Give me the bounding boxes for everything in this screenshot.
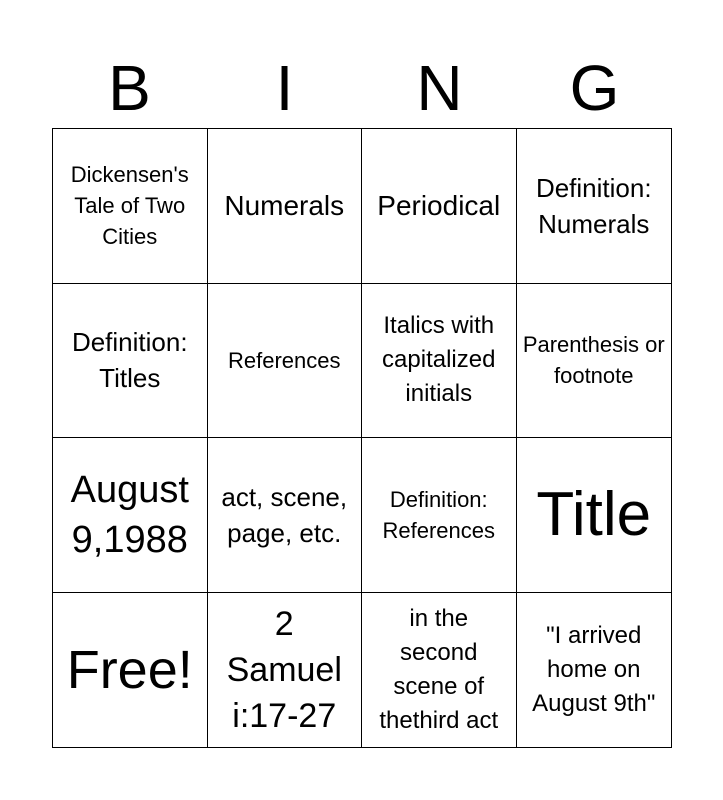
bingo-cell-4-1-free[interactable] (53, 593, 208, 748)
bingo-cell-2-4[interactable] (517, 284, 672, 439)
bingo-cell-4-2[interactable] (208, 593, 363, 748)
bingo-cell-2-1[interactable] (53, 284, 208, 439)
cell-text: References (227, 347, 341, 373)
header-letter-i: I (275, 52, 294, 124)
header-letter-g: G (569, 52, 620, 124)
bingo-cell-3-1[interactable] (53, 438, 208, 593)
cell-text: Free! (66, 639, 193, 700)
bingo-cell-3-4[interactable] (517, 438, 672, 593)
header-letter-b: B (108, 52, 151, 124)
bingo-cell-3-2[interactable] (208, 438, 363, 593)
cell-text: Definition: Numerals (535, 172, 652, 239)
bingo-cell-2-2[interactable] (208, 284, 363, 439)
bingo-cell-1-3[interactable] (362, 129, 517, 284)
bingo-board (52, 128, 672, 748)
cell-text: in the second scene of thethird act (379, 604, 499, 734)
cell-text: "I arrived home on August 9th" (532, 621, 656, 717)
cell-text: Italics with capitalized initials (382, 312, 496, 408)
bingo-cell-4-4[interactable] (517, 593, 672, 748)
cell-text: Definition: References (382, 486, 495, 543)
bingo-cell-1-4[interactable] (517, 129, 672, 284)
bingo-header (52, 52, 672, 124)
bingo-cell-2-3[interactable] (362, 284, 517, 439)
header-letter-n: N (416, 52, 463, 124)
cell-text: August 9,1988 (70, 468, 189, 561)
cell-text: Dickensen's Tale of Two Cities (70, 162, 189, 250)
cell-text: Definition: Titles (71, 327, 188, 394)
bingo-cell-4-3[interactable] (362, 593, 517, 748)
cell-text: 2 Samuel i:17-27 (226, 604, 342, 735)
cell-text: act, scene, page, etc. (221, 481, 348, 548)
bingo-cell-1-1[interactable] (53, 129, 208, 284)
cell-text: Title (536, 479, 652, 549)
cell-text: Numerals (224, 190, 345, 222)
cell-text: Periodical (377, 190, 501, 222)
bingo-cell-1-2[interactable] (208, 129, 363, 284)
bingo-cell-3-3[interactable] (362, 438, 517, 593)
cell-text: Parenthesis or footnote (522, 332, 665, 389)
